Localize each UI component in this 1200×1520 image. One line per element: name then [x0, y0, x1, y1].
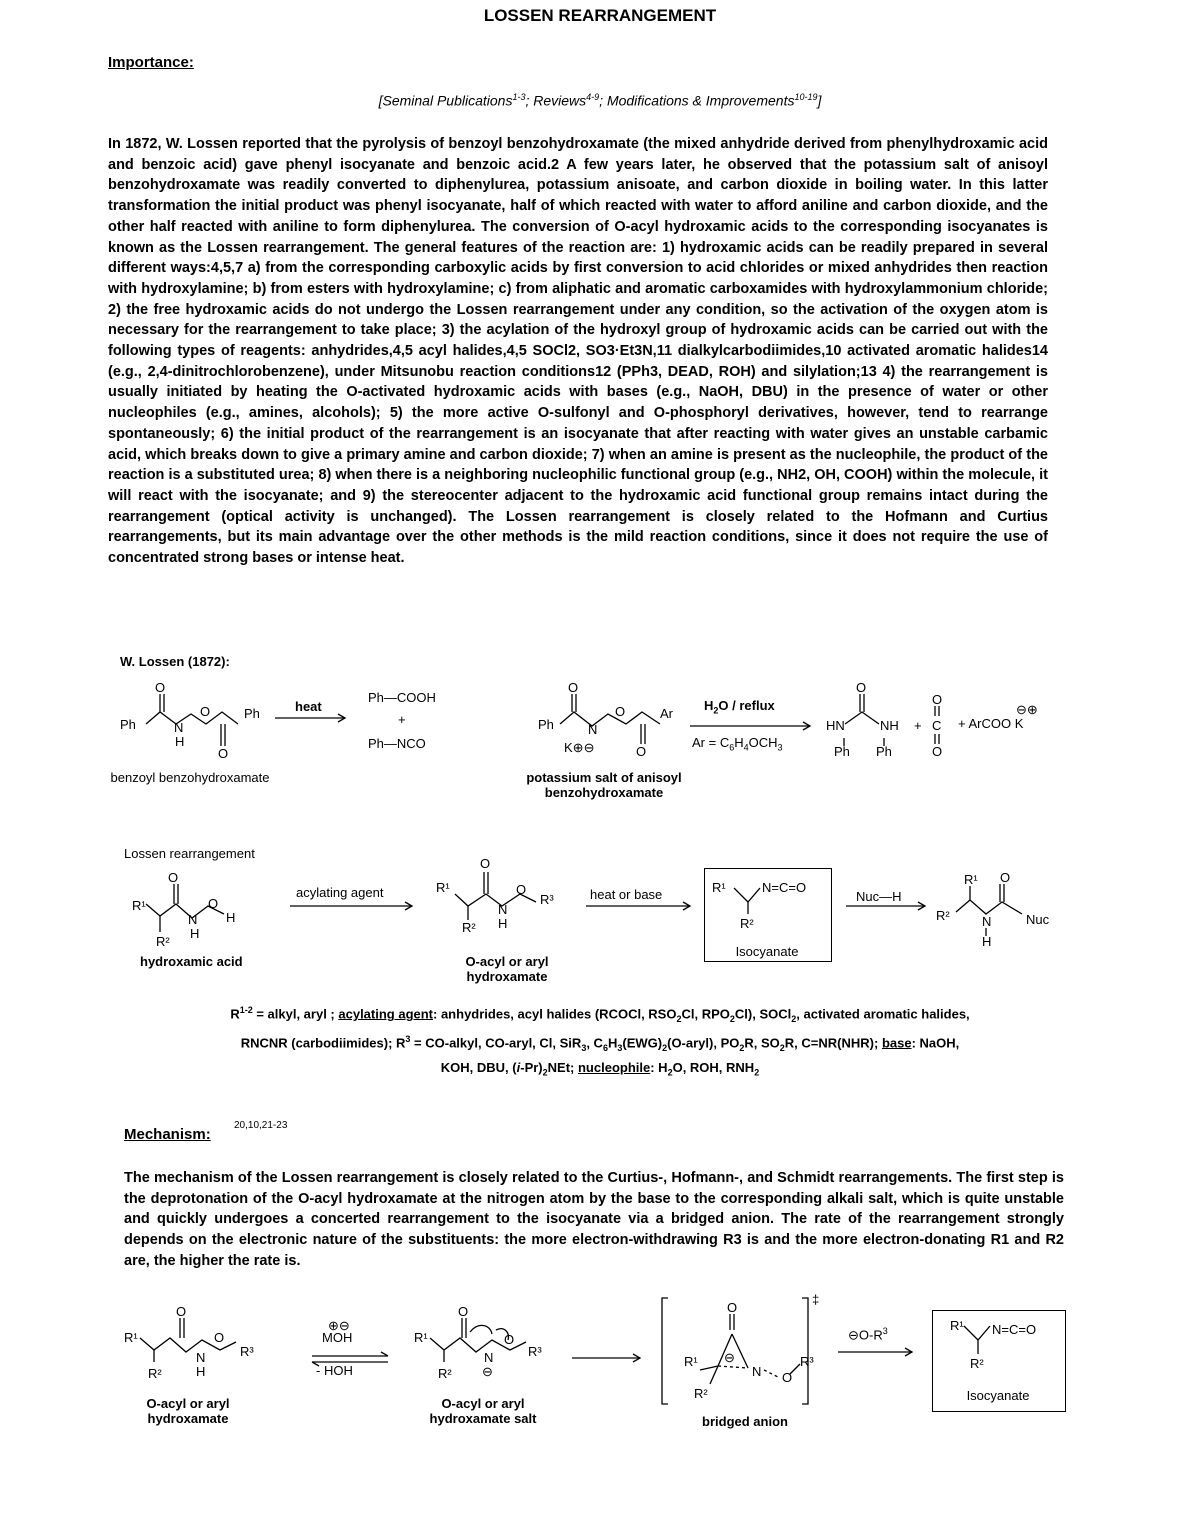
svg-text:R¹: R¹	[712, 880, 726, 895]
svg-text:NH: NH	[880, 718, 899, 733]
svg-text:O: O	[932, 692, 943, 707]
svg-text:⊖: ⊖	[482, 1364, 493, 1379]
svg-text:O: O	[176, 1304, 187, 1319]
scheme2-isocyanate-label: Isocyanate	[735, 944, 799, 959]
svg-text:N: N	[484, 1350, 494, 1365]
scheme1-product-b: Ph—NCO	[368, 736, 426, 751]
scheme3-arrow1-top: MOH	[322, 1330, 353, 1345]
svg-text:O: O	[782, 1370, 793, 1385]
scheme1-plus: +	[398, 712, 406, 727]
intro-paragraph: In 1872, W. Lossen reported that the pyrolysis of benzoyl benzohydroxamate (the mixed anhydride derived from phenylhydroxamic acid and benzoic acid) gave phenyl isocyanate and benzoic acid.2 A few years later, he observed that the potassium salt of anisoyl benzohydroxamate was readily converted to diphenylurea, potassium anisoate, and carbon dioxide in boiling water. In this latter transformation the initial product was phenyl isocyanate, half of which reacted with water to afford aniline and carbon dioxide, and the other half reacted with aniline to form diphenylurea. The conversion of O-acyl hydroxamic acids to the corresponding isocyanates is known as the Lossen rearrangement. The general features of the reaction are: 1) hydroxamic acids can be readily prepared in several different ways:4,5,7 a) from the corresponding carboxylic acids by first conversion to acid chlorides or mixed anhydrides then reaction with hydroxylamine; b) from esters with hydroxylamine; c) from aliphatic and aromatic carboxamides with hydroxylammonium chloride; 2) the free hydroxamic acids do not undergo the Lossen rearrangement under any condition, so the activation of the oxygen atom is necessary for the rearrangement to take place; 3) the acylation of the hydroxyl group of hydroxamic acids can be carried out with the following types of reagents: anhydrides,4,5 acyl halides,4,5 SOCl2, SO3·Et3N,11 dialkylcarbodiimides,10 activated aromatic halides14 (e.g., 2,4-dinitrochlorobenzene), under Mitsunobu reaction conditions12 (PPh3, DEAD, ROH) and silylation;13 4) the rearrangement is usually initiated by heating the O-activated hydroxamic acids with bases (e.g., NaOH, DBU) in the presence of water or other nucleophiles (e.g., amines, alcohols); 5) the more active O-sulfonyl and O-phosphoryl derivatives, however, tend to rearrange spontaneously; 6) the initial product of the rearrangement is an isocyanate that after reacting with water gives an unstable carbamic acid, which breaks down to give a primary amine and carbon dioxide; 7) when an amine is present as the nucleophile, the product of the reaction is a substituted urea; 8) when there is a neighboring nucleophilic functional group (e.g., NH2, OH, COOH) within the molecule, it will react with the isocyanate; and 9) the stereocenter adjacent to the hydroxamic acid functional group remains intact during the rearrangement (optical activity is unchanged). The Lossen rearrangement is closely related to the Hofmann and Curtius rearrangements, but its main advantage over the other methods is the mild reaction conditions, since it does not require the use of concentrated strong bases or intense heat.	[108, 136, 1048, 567]
scheme3-label1: O-acyl or aryl hydroxamate	[146, 1396, 230, 1426]
svg-text:R¹: R¹	[964, 872, 978, 887]
svg-text:O: O	[480, 856, 491, 871]
svg-text:R¹: R¹	[132, 898, 146, 913]
svg-text:⊖: ⊖	[724, 1350, 735, 1365]
svg-text:N: N	[188, 912, 198, 927]
svg-text:R¹: R¹	[684, 1354, 698, 1369]
svg-text:K⊕⊖: K⊕⊖	[564, 740, 595, 755]
scheme1-reactant1-label: benzoyl benzohydroxamate	[110, 770, 270, 785]
page-title: LOSSEN REARRANGEMENT	[483, 6, 717, 25]
svg-text:H: H	[226, 910, 236, 925]
svg-text:R²: R²	[438, 1366, 452, 1381]
svg-text:⊕⊖: ⊕⊖	[328, 1318, 350, 1333]
svg-text:O: O	[200, 704, 211, 719]
svg-text:R²: R²	[740, 916, 754, 931]
svg-text:H: H	[196, 1364, 206, 1379]
references-line: [Seminal Publications$^{1-3}$; Reviews$^{4-9}$; Modifications & Improvements$^{10-19}$]	[378, 92, 822, 109]
scheme2-header: Lossen rearrangement	[124, 846, 255, 861]
ph-label: Ph	[120, 717, 136, 732]
svg-text:O: O	[155, 680, 166, 695]
svg-text:R²: R²	[156, 934, 170, 949]
scheme1-product-tail: + ArCOO K	[958, 716, 1024, 731]
svg-text:Ph: Ph	[876, 744, 892, 759]
svg-text:R³: R³	[240, 1344, 254, 1359]
svg-text:+: +	[914, 718, 922, 733]
svg-text:R¹: R¹	[124, 1330, 138, 1345]
scheme3-arrow3-label: $⊖O-R^3$	[848, 1326, 888, 1343]
svg-text:N=C=O: N=C=O	[992, 1322, 1037, 1337]
scheme1-arrow1-label: heat	[295, 699, 322, 714]
svg-text:R³: R³	[800, 1354, 814, 1369]
svg-text:O: O	[727, 1300, 738, 1315]
svg-text:N=C=O: N=C=O	[762, 880, 807, 895]
svg-text:O: O	[615, 704, 626, 719]
svg-text:O: O	[516, 882, 527, 897]
scheme2-arrow1-label: acylating agent	[296, 885, 384, 900]
svg-text:N: N	[174, 720, 184, 735]
scheme2-start-label: hydroxamic acid	[140, 954, 243, 969]
scheme1-header: W. Lossen (1872):	[120, 654, 230, 669]
svg-text:O: O	[504, 1332, 515, 1347]
scheme1-arrow2-top: $H_2O$ / reflux	[704, 698, 775, 716]
scheme2-mid-label: O-acyl or aryl hydroxamate	[465, 954, 549, 984]
scheme2-notes	[150, 1000, 1050, 1082]
svg-text:R²: R²	[936, 908, 950, 923]
svg-text:O: O	[856, 680, 867, 695]
svg-text:‡: ‡	[812, 1292, 820, 1307]
svg-text:H: H	[175, 734, 185, 749]
svg-text:H: H	[190, 926, 200, 941]
svg-text:Nuc: Nuc	[1026, 912, 1050, 927]
svg-text:H: H	[982, 934, 992, 949]
svg-text:O: O	[218, 746, 229, 761]
svg-text:R²: R²	[970, 1356, 984, 1371]
svg-text:O: O	[214, 1330, 225, 1345]
svg-text:R¹: R¹	[950, 1318, 964, 1333]
svg-text:N: N	[982, 914, 992, 929]
svg-text:O: O	[636, 744, 647, 759]
scheme3-label4: Isocyanate	[966, 1388, 1030, 1403]
svg-text:O: O	[568, 680, 579, 695]
svg-text:H: H	[498, 916, 508, 931]
svg-text:O: O	[208, 896, 219, 911]
svg-text:Ph: Ph	[834, 744, 850, 759]
svg-text:R²: R²	[148, 1366, 162, 1381]
scheme2-arrow2-label: heat or base	[590, 887, 663, 902]
scheme3-label2: O-acyl or aryl hydroxamate salt	[429, 1396, 537, 1426]
svg-text:O: O	[458, 1304, 469, 1319]
svg-text:R³: R³	[528, 1344, 542, 1359]
svg-text:O: O	[1000, 870, 1011, 885]
svg-text:C: C	[932, 718, 942, 733]
svg-text:⊖⊕: ⊖⊕	[1016, 702, 1038, 717]
notes-line2: RNCNR (carbodiimides); $R^3$ = CO-alkyl, CO-aryl, Cl, SiR$_3$, $C_6H_3(EWG)_2(O-aryl)$, $PO_2R$, $SO_2R$, C=NR(NHR); base: NaOH,	[240, 1033, 960, 1053]
svg-text:N: N	[498, 902, 508, 917]
svg-text:Ph: Ph	[538, 717, 554, 732]
svg-text:R¹: R¹	[414, 1330, 428, 1345]
mechanism-paragraph: The mechanism of the Lossen rearrangement is closely related to the Curtius-, Hofmann-, and Schmidt rearrangements. The first step is the deprotonation of the O-acyl hydroxamate at the nitrogen atom by the base to the corresponding alkali salt, which is quite unstable and quickly undergoes a concerted rearrangement to the isocyanate via a bridged anion. The rate of the rearrangement strongly depends on the electronic nature of the substituents: the more electron-withdrawing R3 is and the more electron-donating R1 and R2 are, the higher the rate is.	[124, 1170, 1064, 1269]
svg-text:R³: R³	[540, 892, 554, 907]
svg-text:R²: R²	[694, 1386, 708, 1401]
svg-text:Ar: Ar	[660, 706, 673, 721]
svg-text:R²: R²	[462, 920, 476, 935]
scheme3-label3: bridged anion	[702, 1414, 788, 1429]
mechanism-heading: Mechanism:	[124, 1126, 211, 1143]
notes-line1: $R^{1-2}$ = alkyl, aryl ; acylating agent: anhydrides, acyl halides (RCOCl, $RSO_2Cl$, $RPO_2Cl$), SOCl$_2$, activated aromatic halides,	[230, 1005, 970, 1024]
svg-text:R¹: R¹	[436, 880, 450, 895]
svg-text:N: N	[752, 1364, 762, 1379]
importance-heading: Importance:	[108, 54, 194, 71]
notes-line3: KOH, DBU, $(i-Pr)_2NEt$; nucleophile: $H_2O$, ROH, $RNH_2$	[440, 1059, 760, 1078]
svg-text:Ph: Ph	[244, 706, 260, 721]
svg-text:O: O	[168, 870, 179, 885]
scheme1-arrow2-bottom: $Ar = C_6H_4OCH_3$	[692, 735, 783, 753]
svg-text:N: N	[196, 1350, 206, 1365]
scheme1-product-a: Ph—COOH	[368, 690, 436, 705]
scheme3-arrow1-bottom: - HOH	[316, 1363, 353, 1378]
scheme2-arrow3-label: Nuc—H	[856, 889, 902, 904]
svg-text:O: O	[932, 744, 943, 759]
scheme1-reactant2-label: potassium salt of anisoyl benzohydroxamate	[526, 770, 682, 800]
mechanism-refs: 20,10,21-23	[234, 1120, 288, 1131]
svg-text:HN: HN	[826, 718, 845, 733]
svg-text:N: N	[588, 722, 598, 737]
